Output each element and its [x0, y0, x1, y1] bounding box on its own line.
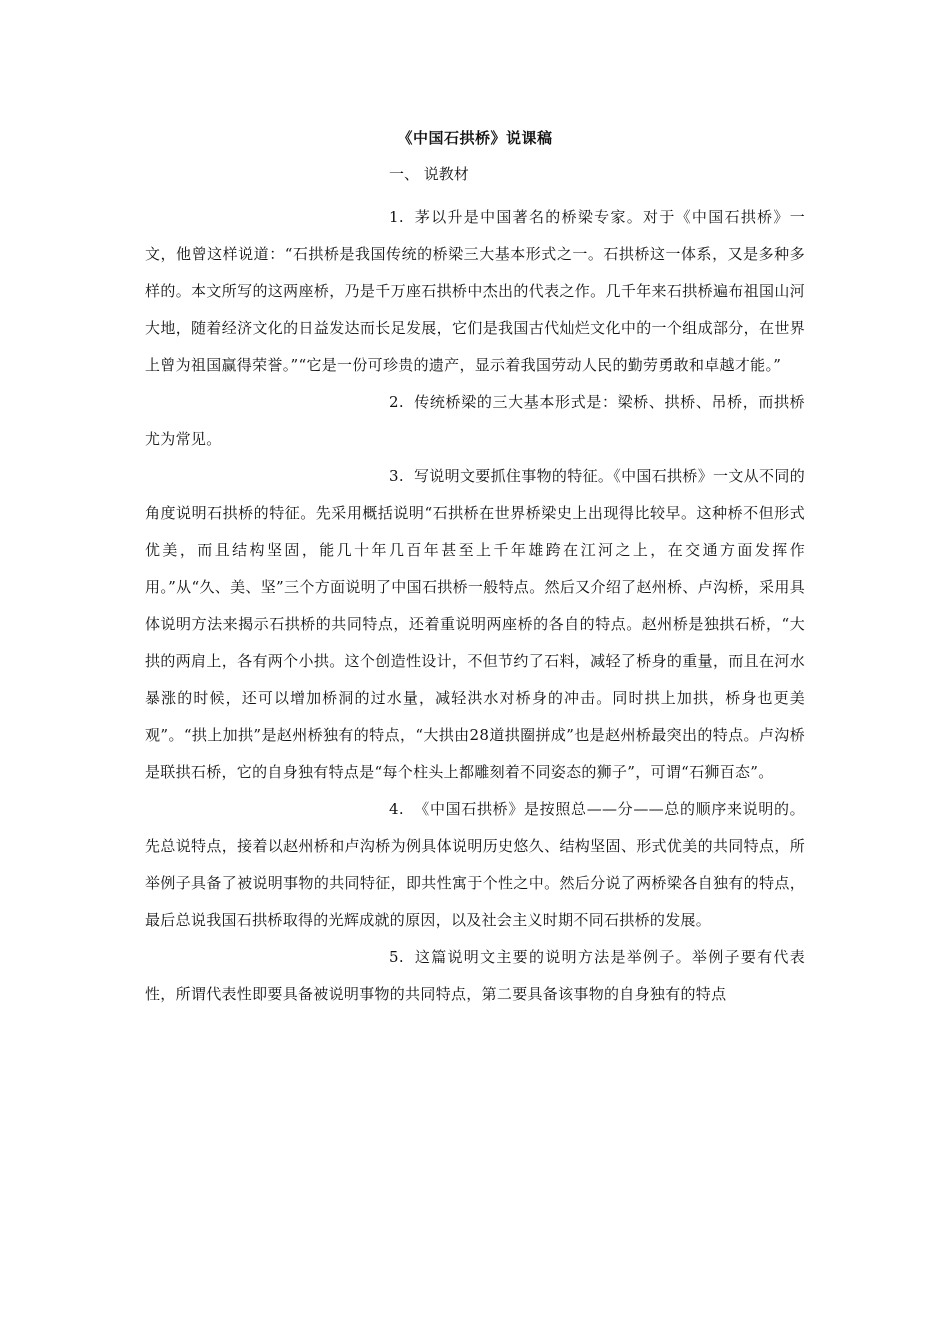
- paragraph-number: 1.: [389, 208, 404, 226]
- document-body: [145, 199, 805, 1013]
- paragraph-3: [145, 458, 805, 791]
- paragraph-text: 传统桥梁的三大基本形式是：梁桥、拱桥、吊桥，而拱桥尤为常见。: [145, 393, 805, 448]
- paragraph-number: 4.: [389, 800, 404, 818]
- paragraph-number: 5.: [389, 948, 404, 966]
- paragraph-1: [145, 199, 805, 384]
- document-title: 《中国石拱桥》说课稿: [397, 129, 553, 147]
- paragraph-2: [145, 384, 805, 458]
- paragraph-4: [145, 791, 805, 939]
- paragraph-text: 茅以升是中国著名的桥梁专家。对于《中国石拱桥》一文，他曾这样说道：“石拱桥是我国传统的桥梁三大基本形式之一。石拱桥这一体系，又是多种多样的。本文所写的这两座桥，乃是千万座石拱桥中杰出的代表之作。几千年来石拱桥遍布祖国山河大地，随着经济文化的日益发达而长足发展，它们是我国古代灿烂文化中的一个组成部分，在世界上曾为祖国赢得荣誉。”“它是一份可珍贵的遗产，显示着我国劳动人民的勤劳勇敢和卓越才能。”: [145, 208, 805, 374]
- paragraph-number: 3.: [389, 467, 404, 485]
- paragraph-number: 2.: [389, 393, 404, 411]
- paragraph-5: [145, 939, 805, 1013]
- paragraph-text: 这篇说明文主要的说明方法是举例子。举例子要有代表性，所谓代表性即要具备被说明事物的共同特点，第二要具备该事物的自身独有的特点: [145, 948, 805, 1003]
- section-heading: 一、 说教材: [389, 165, 469, 183]
- paragraph-text: 《中国石拱桥》是按照总——分——总的顺序来说明的。先总说特点，接着以赵州桥和卢沟桥为例具体说明历史悠久、结构坚固、形式优美的共同特点，所举例子具备了被说明事物的共同特征，即共性寓于个性之中。然后分说了两桥梁各自独有的特点，最后总说我国石拱桥取得的光辉成就的原因，以及社会主义时期不同石拱桥的发展。: [145, 800, 805, 929]
- paragraph-text: 写说明文要抓住事物的特征。《中国石拱桥》一文从不同的角度说明石拱桥的特征。先采用概括说明“石拱桥在世界桥梁史上出现得比较早。这种桥不但形式优美，而且结构坚固，能几十年几百年甚至上千年雄跨在江河之上，在交通方面发挥作用。”从“久、美、坚”三个方面说明了中国石拱桥一般特点。然后又介绍了赵州桥、卢沟桥，采用具体说明方法来揭示石拱桥的共同特点，还着重说明两座桥的各自的特点。赵州桥是独拱石桥，“大拱的两肩上，各有两个小拱。这个创造性设计，不但节约了石料，减轻了桥身的重量，而且在河水暴涨的时候，还可以增加桥洞的过水量，减轻洪水对桥身的冲击。同时拱上加拱，桥身也更美观”。“拱上加拱”是赵州桥独有的特点，“大拱由28道拱圈拼成”也是赵州桥最突出的特点。卢沟桥是联拱石桥，它的自身独有特点是“每个柱头上都雕刻着不同姿态的狮子”，可谓“石狮百态”。: [145, 467, 805, 781]
